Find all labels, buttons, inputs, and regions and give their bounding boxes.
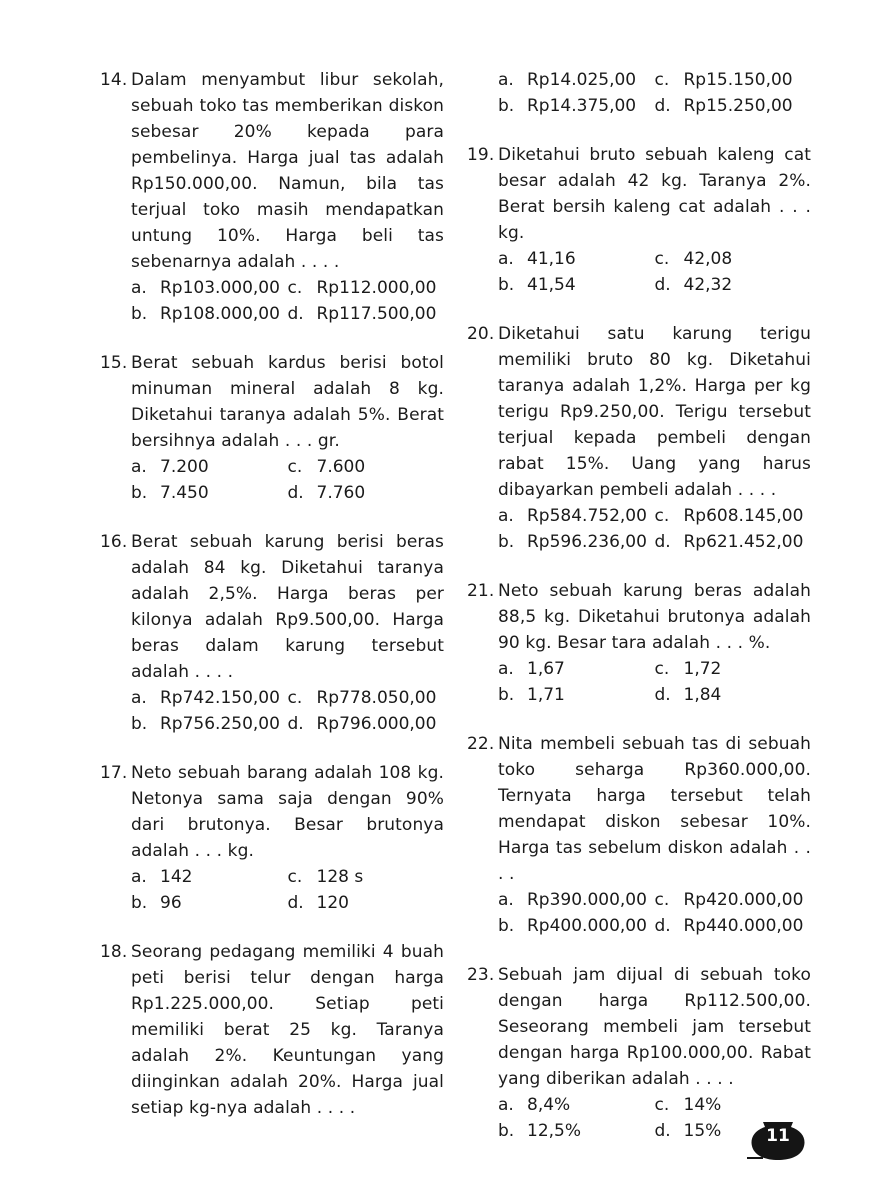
question-text: Neto sebuah karung beras adalah 88,5 kg. Diketahui brutonya adalah 90 kg. Besar tara adalah . . . %. bbox=[498, 581, 811, 653]
choice-row bbox=[131, 454, 444, 480]
choice-letter: b. bbox=[498, 685, 515, 705]
choice-letter: c. bbox=[654, 506, 670, 526]
choice-value: 41,16 bbox=[527, 249, 576, 269]
choice-value: Rp15.150,00 bbox=[683, 70, 793, 90]
question-number: 17. bbox=[100, 763, 128, 783]
question-15 bbox=[100, 350, 444, 506]
choice-row bbox=[498, 93, 811, 119]
choice-row bbox=[131, 275, 444, 301]
choice-value: 15% bbox=[683, 1121, 722, 1141]
question-number: 20. bbox=[467, 324, 495, 344]
choice-letter: b. bbox=[131, 483, 148, 503]
answer-choice bbox=[498, 503, 655, 529]
answer-choice bbox=[288, 275, 445, 301]
question-17 bbox=[100, 760, 444, 916]
question-number: 15. bbox=[100, 353, 128, 373]
choice-letter: b. bbox=[131, 714, 148, 734]
answer-choice bbox=[288, 711, 445, 737]
choice-value: 1,84 bbox=[683, 685, 722, 705]
question-number: 21. bbox=[467, 581, 495, 601]
question-14 bbox=[100, 67, 444, 327]
answer-choice bbox=[655, 682, 812, 708]
answer-choice bbox=[131, 301, 288, 327]
answer-choice bbox=[655, 529, 812, 555]
answer-choice bbox=[498, 246, 655, 272]
choice-letter: c. bbox=[654, 70, 670, 90]
choice-row bbox=[131, 711, 444, 737]
answer-choice bbox=[655, 887, 812, 913]
choice-row bbox=[498, 682, 811, 708]
question-text: Diketahui satu karung terigu memiliki bruto 80 kg. Diketahui taranya adalah 1,2%. Harga per kg terigu Rp9.250,00. Terigu tersebut terjual kepada pembeli dengan rabat 15%. Uang yang harus dibayarkan pembeli adalah . . . . bbox=[498, 324, 811, 500]
answer-choices bbox=[131, 454, 444, 506]
choice-value: Rp778.050,00 bbox=[316, 688, 437, 708]
choice-row bbox=[498, 272, 811, 298]
choice-value: Rp796.000,00 bbox=[316, 714, 437, 734]
choice-letter: d. bbox=[654, 685, 671, 705]
answer-choice bbox=[655, 913, 812, 939]
choice-letter: c. bbox=[654, 659, 670, 679]
choice-letter: c. bbox=[287, 867, 303, 887]
choice-value: Rp608.145,00 bbox=[683, 506, 804, 526]
answer-choice bbox=[131, 480, 288, 506]
answer-choice bbox=[498, 272, 655, 298]
answer-choice bbox=[288, 480, 445, 506]
answer-choice bbox=[288, 454, 445, 480]
choice-letter: a. bbox=[498, 659, 514, 679]
choice-value: 14% bbox=[683, 1095, 722, 1115]
choice-value: 8,4% bbox=[527, 1095, 571, 1115]
choice-letter: c. bbox=[287, 688, 303, 708]
choice-value: 128 s bbox=[316, 867, 364, 887]
answer-choices bbox=[131, 864, 444, 916]
question-21 bbox=[467, 578, 811, 708]
question-number: 14. bbox=[100, 70, 128, 90]
question-text: Nita membeli sebuah tas di sebuah toko seharga Rp360.000,00. Ternyata harga tersebut telah mendapat diskon sebesar 10%. Harga tas sebelum diskon adalah . . . . bbox=[498, 734, 811, 884]
choice-value: Rp584.752,00 bbox=[527, 506, 647, 526]
choice-value: 42,32 bbox=[683, 275, 733, 295]
choice-letter: b. bbox=[131, 304, 148, 324]
question-number: 16. bbox=[100, 532, 128, 552]
question-18 bbox=[100, 939, 444, 1121]
choice-value: Rp103.000,00 bbox=[160, 278, 280, 298]
choice-value: 1,67 bbox=[527, 659, 565, 679]
choice-letter: a. bbox=[131, 457, 147, 477]
choice-letter: a. bbox=[131, 278, 147, 298]
answer-choice bbox=[655, 246, 812, 272]
choice-value: Rp14.025,00 bbox=[527, 70, 637, 90]
question-number: 22. bbox=[467, 734, 495, 754]
answer-choice bbox=[131, 275, 288, 301]
choice-letter: a. bbox=[131, 688, 147, 708]
choice-value: Rp108.000,00 bbox=[160, 304, 280, 324]
answer-choice bbox=[655, 656, 812, 682]
choice-letter: b. bbox=[498, 1121, 515, 1141]
choice-value: 142 bbox=[160, 867, 193, 887]
choice-row bbox=[498, 887, 811, 913]
choice-letter: a. bbox=[498, 70, 514, 90]
choice-value: 7.450 bbox=[160, 483, 209, 503]
choice-value: 41,54 bbox=[527, 275, 576, 295]
choice-value: Rp742.150,00 bbox=[160, 688, 280, 708]
choice-value: 42,08 bbox=[683, 249, 733, 269]
choice-value: Rp112.000,00 bbox=[316, 278, 437, 298]
choice-value: Rp14.375,00 bbox=[527, 96, 637, 116]
question-continued bbox=[467, 67, 811, 119]
choice-value: Rp596.236,00 bbox=[527, 532, 647, 552]
question-text: Neto sebuah barang adalah 108 kg. Netonya sama saja dengan 90% dari brutonya. Besar brutonya adalah . . . kg. bbox=[131, 763, 444, 861]
choice-value: 7.200 bbox=[160, 457, 209, 477]
choice-letter: c. bbox=[287, 457, 303, 477]
choice-row bbox=[131, 301, 444, 327]
answer-choices bbox=[498, 503, 811, 555]
choice-row bbox=[498, 529, 811, 555]
answer-choice bbox=[131, 890, 288, 916]
choice-row bbox=[498, 913, 811, 939]
choice-letter: d. bbox=[287, 714, 304, 734]
question-text: Sebuah jam dijual di sebuah toko dengan harga Rp112.500,00. Seseorang membeli jam tersebut dengan harga Rp100.000,00. Rabat yang diberikan adalah . . . . bbox=[498, 965, 811, 1089]
choice-value: Rp390.000,00 bbox=[527, 890, 647, 910]
choice-value: Rp117.500,00 bbox=[316, 304, 437, 324]
answer-choices bbox=[131, 685, 444, 737]
choice-letter: a. bbox=[131, 867, 147, 887]
answer-choice bbox=[131, 685, 288, 711]
choice-letter: d. bbox=[654, 275, 671, 295]
answer-choices bbox=[498, 656, 811, 708]
choice-row bbox=[498, 67, 811, 93]
question-text: Seorang pedagang memiliki 4 buah peti berisi telur dengan harga Rp1.225.000,00. Setiap peti memiliki berat 25 kg. Taranya adalah 2%. Keuntungan yang diinginkan adalah 20%. Harga jual setiap kg-nya adalah . . . . bbox=[131, 942, 444, 1118]
choice-letter: d. bbox=[654, 96, 671, 116]
page-number-badge bbox=[745, 1114, 811, 1162]
answer-choice bbox=[288, 685, 445, 711]
choice-row bbox=[498, 246, 811, 272]
choice-value: 120 bbox=[316, 893, 349, 913]
answer-choice bbox=[655, 272, 812, 298]
choice-letter: d. bbox=[287, 893, 304, 913]
choice-letter: c. bbox=[287, 278, 303, 298]
question-number: 19. bbox=[467, 145, 495, 165]
answer-choice bbox=[131, 864, 288, 890]
answer-choice bbox=[498, 682, 655, 708]
answer-choices bbox=[498, 246, 811, 298]
choice-letter: d. bbox=[287, 483, 304, 503]
answer-choice bbox=[498, 887, 655, 913]
choice-letter: a. bbox=[498, 506, 514, 526]
question-number: 18. bbox=[100, 942, 128, 962]
choice-value: 7.600 bbox=[316, 457, 366, 477]
choice-row bbox=[131, 864, 444, 890]
answer-choice bbox=[131, 711, 288, 737]
choice-letter: a. bbox=[498, 1095, 514, 1115]
choice-value: 1,72 bbox=[683, 659, 722, 679]
choice-value: Rp400.000,00 bbox=[527, 916, 647, 936]
choice-letter: c. bbox=[654, 890, 670, 910]
page-number: 11 bbox=[766, 1126, 790, 1146]
choice-letter: b. bbox=[498, 96, 515, 116]
choice-letter: b. bbox=[498, 916, 515, 936]
question-number: 23. bbox=[467, 965, 495, 985]
choice-value: 1,71 bbox=[527, 685, 565, 705]
choice-letter: c. bbox=[654, 249, 670, 269]
choice-row bbox=[131, 685, 444, 711]
choice-letter: d. bbox=[654, 532, 671, 552]
right-column bbox=[467, 67, 811, 1167]
answer-choice bbox=[498, 1118, 655, 1144]
choice-value: Rp420.000,00 bbox=[683, 890, 804, 910]
choice-row bbox=[498, 656, 811, 682]
answer-choice bbox=[498, 1092, 655, 1118]
answer-choice bbox=[498, 913, 655, 939]
choice-row bbox=[131, 890, 444, 916]
question-text: Diketahui bruto sebuah kaleng cat besar adalah 42 kg. Taranya 2%. Berat bersih kaleng cat adalah . . . kg. bbox=[498, 145, 811, 243]
question-22 bbox=[467, 731, 811, 939]
choice-value: 96 bbox=[160, 893, 182, 913]
question-text: Berat sebuah karung berisi beras adalah 84 kg. Diketahui taranya adalah 2,5%. Harga beras per kilonya adalah Rp9.500,00. Harga beras dalam karung tersebut adalah . . . . bbox=[131, 532, 444, 682]
choice-row bbox=[131, 480, 444, 506]
question-19 bbox=[467, 142, 811, 298]
question-16 bbox=[100, 529, 444, 737]
choice-value: 7.760 bbox=[316, 483, 366, 503]
answer-choices bbox=[498, 67, 811, 119]
choice-value: Rp621.452,00 bbox=[683, 532, 804, 552]
answer-choice bbox=[655, 93, 812, 119]
answer-choice bbox=[498, 67, 655, 93]
answer-choice bbox=[498, 93, 655, 119]
question-20 bbox=[467, 321, 811, 555]
answer-choice bbox=[288, 890, 445, 916]
answer-choice bbox=[288, 301, 445, 327]
answer-choice bbox=[498, 656, 655, 682]
question-text: Berat sebuah kardus berisi botol minuman mineral adalah 8 kg. Diketahui taranya adalah 5%. Berat bersihnya adalah . . . gr. bbox=[131, 353, 444, 451]
choice-letter: d. bbox=[287, 304, 304, 324]
answer-choices bbox=[131, 275, 444, 327]
answer-choice bbox=[655, 503, 812, 529]
choice-letter: d. bbox=[654, 916, 671, 936]
answer-choice bbox=[498, 529, 655, 555]
choice-letter: a. bbox=[498, 890, 514, 910]
answer-choices bbox=[498, 887, 811, 939]
choice-letter: b. bbox=[498, 532, 515, 552]
choice-value: Rp440.000,00 bbox=[683, 916, 804, 936]
choice-letter: b. bbox=[131, 893, 148, 913]
choice-row bbox=[498, 503, 811, 529]
left-column bbox=[100, 67, 444, 1144]
choice-letter: b. bbox=[498, 275, 515, 295]
answer-choice bbox=[131, 454, 288, 480]
answer-choice bbox=[655, 67, 812, 93]
choice-letter: d. bbox=[654, 1121, 671, 1141]
choice-value: 12,5% bbox=[527, 1121, 582, 1141]
choice-value: Rp15.250,00 bbox=[683, 96, 793, 116]
choice-value: Rp756.250,00 bbox=[160, 714, 280, 734]
answer-choice bbox=[288, 864, 445, 890]
question-text: Dalam menyambut libur sekolah, sebuah toko tas memberikan diskon sebesar 20% kepada para pembelinya. Harga jual tas adalah Rp150.000,00. Namun, bila tas terjual toko masih mendapatkan untung 10%. Harga beli tas sebenarnya adalah . . . . bbox=[131, 70, 444, 272]
choice-letter: a. bbox=[498, 249, 514, 269]
choice-letter: c. bbox=[654, 1095, 670, 1115]
